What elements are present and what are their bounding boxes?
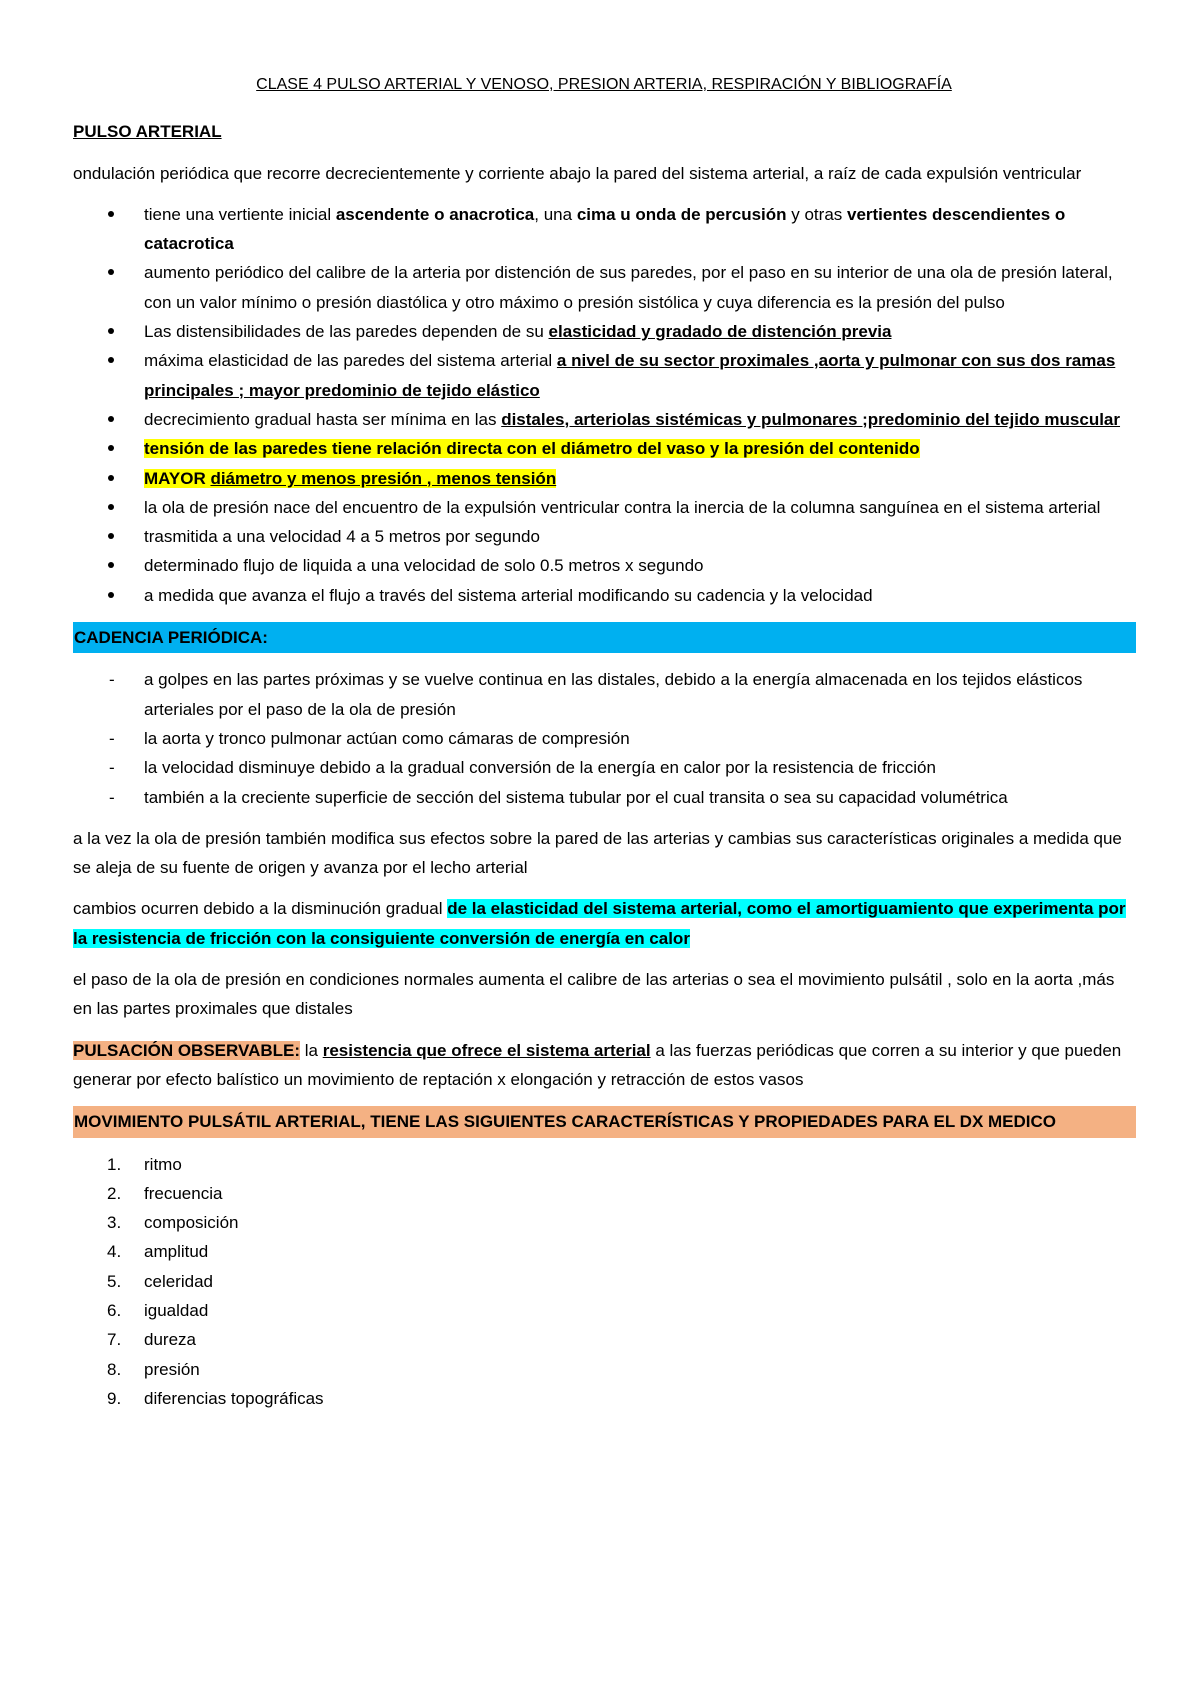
pulse-bullet-list bbox=[73, 200, 1135, 610]
paragraph: a la vez la ola de presión también modifica sus efectos sobre la pared de las arterias y cambias sus características originales a medida que se aleja de su fuente de origen y avanza por el lecho arterial bbox=[73, 828, 1122, 878]
list-item: determinado flujo de liquida a una velocidad de solo 0.5 metros x segundo bbox=[73, 551, 1135, 580]
bullet-icon bbox=[108, 269, 114, 275]
bullet-icon bbox=[108, 504, 114, 510]
list-item: 8. presión bbox=[107, 1359, 200, 1379]
bullet-icon bbox=[108, 416, 114, 422]
list-item: a medida que avanza el flujo a través del sistema arterial modificando su cadencia y la velocidad bbox=[73, 581, 1135, 610]
list-item: 7. dureza bbox=[107, 1330, 196, 1350]
section-heading-pulso-arterial: PULSO ARTERIAL bbox=[73, 122, 222, 142]
list-item bbox=[73, 434, 1135, 463]
paragraph: el paso de la ola de presión en condiciones normales aumenta el calibre de las arterias o sea el movimiento pulsátil , solo en la aorta ,más en las partes proximales que distales bbox=[73, 970, 1115, 1019]
list-item: 3. composición bbox=[107, 1213, 239, 1233]
list-item: trasmitida a una velocidad 4 a 5 metros por segundo bbox=[73, 522, 1135, 551]
cadencia-list bbox=[73, 665, 1135, 811]
list-item: máxima elasticidad de las paredes del sistema arterial a nivel de su sector proximales ,aorta y pulmonar con sus dos ramas principales ; mayor predominio de tejido elástico bbox=[73, 346, 1135, 405]
movimiento-heading: MOVIMIENTO PULSÁTIL ARTERIAL, TIENE LAS SIGUIENTES CARACTERÍSTICAS Y PROPIEDADES PARA EL DX MEDICO bbox=[73, 1106, 1136, 1137]
paragraph: PULSACIÓN OBSERVABLE: la resistencia que ofrece el sistema arterial a las fuerzas periódicas que corren a su interior y que pueden generar por efecto balístico un movimiento de reptación x elongación y retracción de estos vasos bbox=[73, 1040, 1122, 1089]
list-item: la ola de presión nace del encuentro de la expulsión ventricular contra la inercia de la columna sanguínea en el sistema arterial bbox=[73, 493, 1135, 522]
highlighted-text: tensión de las paredes tiene relación directa con el diámetro del vaso y la presión del contenido bbox=[144, 439, 920, 459]
list-item: Las distensibilidades de las paredes dependen de su elasticidad y gradado de distención previa bbox=[73, 317, 1135, 346]
highlighted-text: de la elasticidad del sistema arterial, como el amortiguamiento que experimenta por la resistencia de fricción con la consiguiente conversión de energía en calor bbox=[73, 899, 1126, 948]
list-item: tiene una vertiente inicial ascendente o anacrotica, una cima u onda de percusión y otras vertientes descendientes o catacrotica bbox=[73, 200, 1135, 259]
bullet-icon bbox=[108, 475, 114, 481]
list-item: decrecimiento gradual hasta ser mínima en las distales, arteriolas sistémicas y pulmonares ;predominio del tejido muscular bbox=[73, 405, 1135, 434]
bullet-icon bbox=[108, 357, 114, 363]
dash-icon: - bbox=[109, 758, 115, 778]
dash-icon: - bbox=[109, 670, 115, 690]
bullet-icon bbox=[108, 533, 114, 539]
list-item: 9. diferencias topográficas bbox=[107, 1388, 324, 1408]
list-item: - también a la creciente superficie de sección del sistema tubular por el cual transita o sea su capacidad volumétrica bbox=[73, 783, 1135, 812]
dash-icon: - bbox=[109, 787, 115, 807]
pulsacion-tag: PULSACIÓN OBSERVABLE: bbox=[73, 1040, 301, 1060]
bullet-icon bbox=[108, 592, 114, 598]
list-item: - la aorta y tronco pulmonar actúan como cámaras de compresión bbox=[73, 724, 1135, 753]
document-page bbox=[73, 70, 1135, 1425]
list-item: - la velocidad disminuye debido a la gradual conversión de la energía en calor por la resistencia de fricción bbox=[73, 753, 1135, 782]
bullet-icon bbox=[108, 445, 114, 451]
list-item bbox=[73, 464, 1135, 493]
cadencia-heading: CADENCIA PERIÓDICA: bbox=[73, 622, 1136, 653]
list-item: 6. igualdad bbox=[107, 1300, 209, 1320]
highlighted-text: MAYOR diámetro y menos presión , menos tensión bbox=[144, 468, 557, 488]
paragraph: cambios ocurren debido a la disminución gradual de la elasticidad del sistema arterial, como el amortiguamiento que experimenta por la resistencia de fricción con la consiguiente conversión de energía en calor bbox=[73, 899, 1126, 948]
bullet-icon bbox=[108, 562, 114, 568]
list-item: - a golpes en las partes próximas y se vuelve continua en las distales, debido a la energía almacenada en los tejidos elásticos arteriales por el paso de la ola de presión bbox=[73, 665, 1135, 724]
list-item: 5. celeridad bbox=[107, 1271, 213, 1291]
characteristics-list bbox=[73, 1150, 1135, 1414]
list-item: 1. ritmo bbox=[107, 1154, 182, 1174]
document-title: CLASE 4 PULSO ARTERIAL Y VENOSO, PRESION ARTERIA, RESPIRACIÓN Y BIBLIOGRAFÍA bbox=[256, 76, 952, 93]
dash-icon: - bbox=[109, 728, 115, 748]
list-item: aumento periódico del calibre de la arteria por distención de sus paredes, por el paso en su interior de una ola de presión lateral, con un valor mínimo o presión diastólica y otro máximo o presión sistólica y cuya diferencia es la presión del pulso bbox=[73, 258, 1135, 317]
bullet-icon bbox=[108, 328, 114, 334]
bullet-icon bbox=[108, 211, 114, 217]
list-item: 2. frecuencia bbox=[107, 1183, 223, 1203]
intro-paragraph: ondulación periódica que recorre decrecientemente y corriente abajo la pared del sistema arterial, a raíz de cada expulsión ventricular bbox=[73, 163, 1082, 183]
list-item: 4. amplitud bbox=[107, 1242, 209, 1262]
